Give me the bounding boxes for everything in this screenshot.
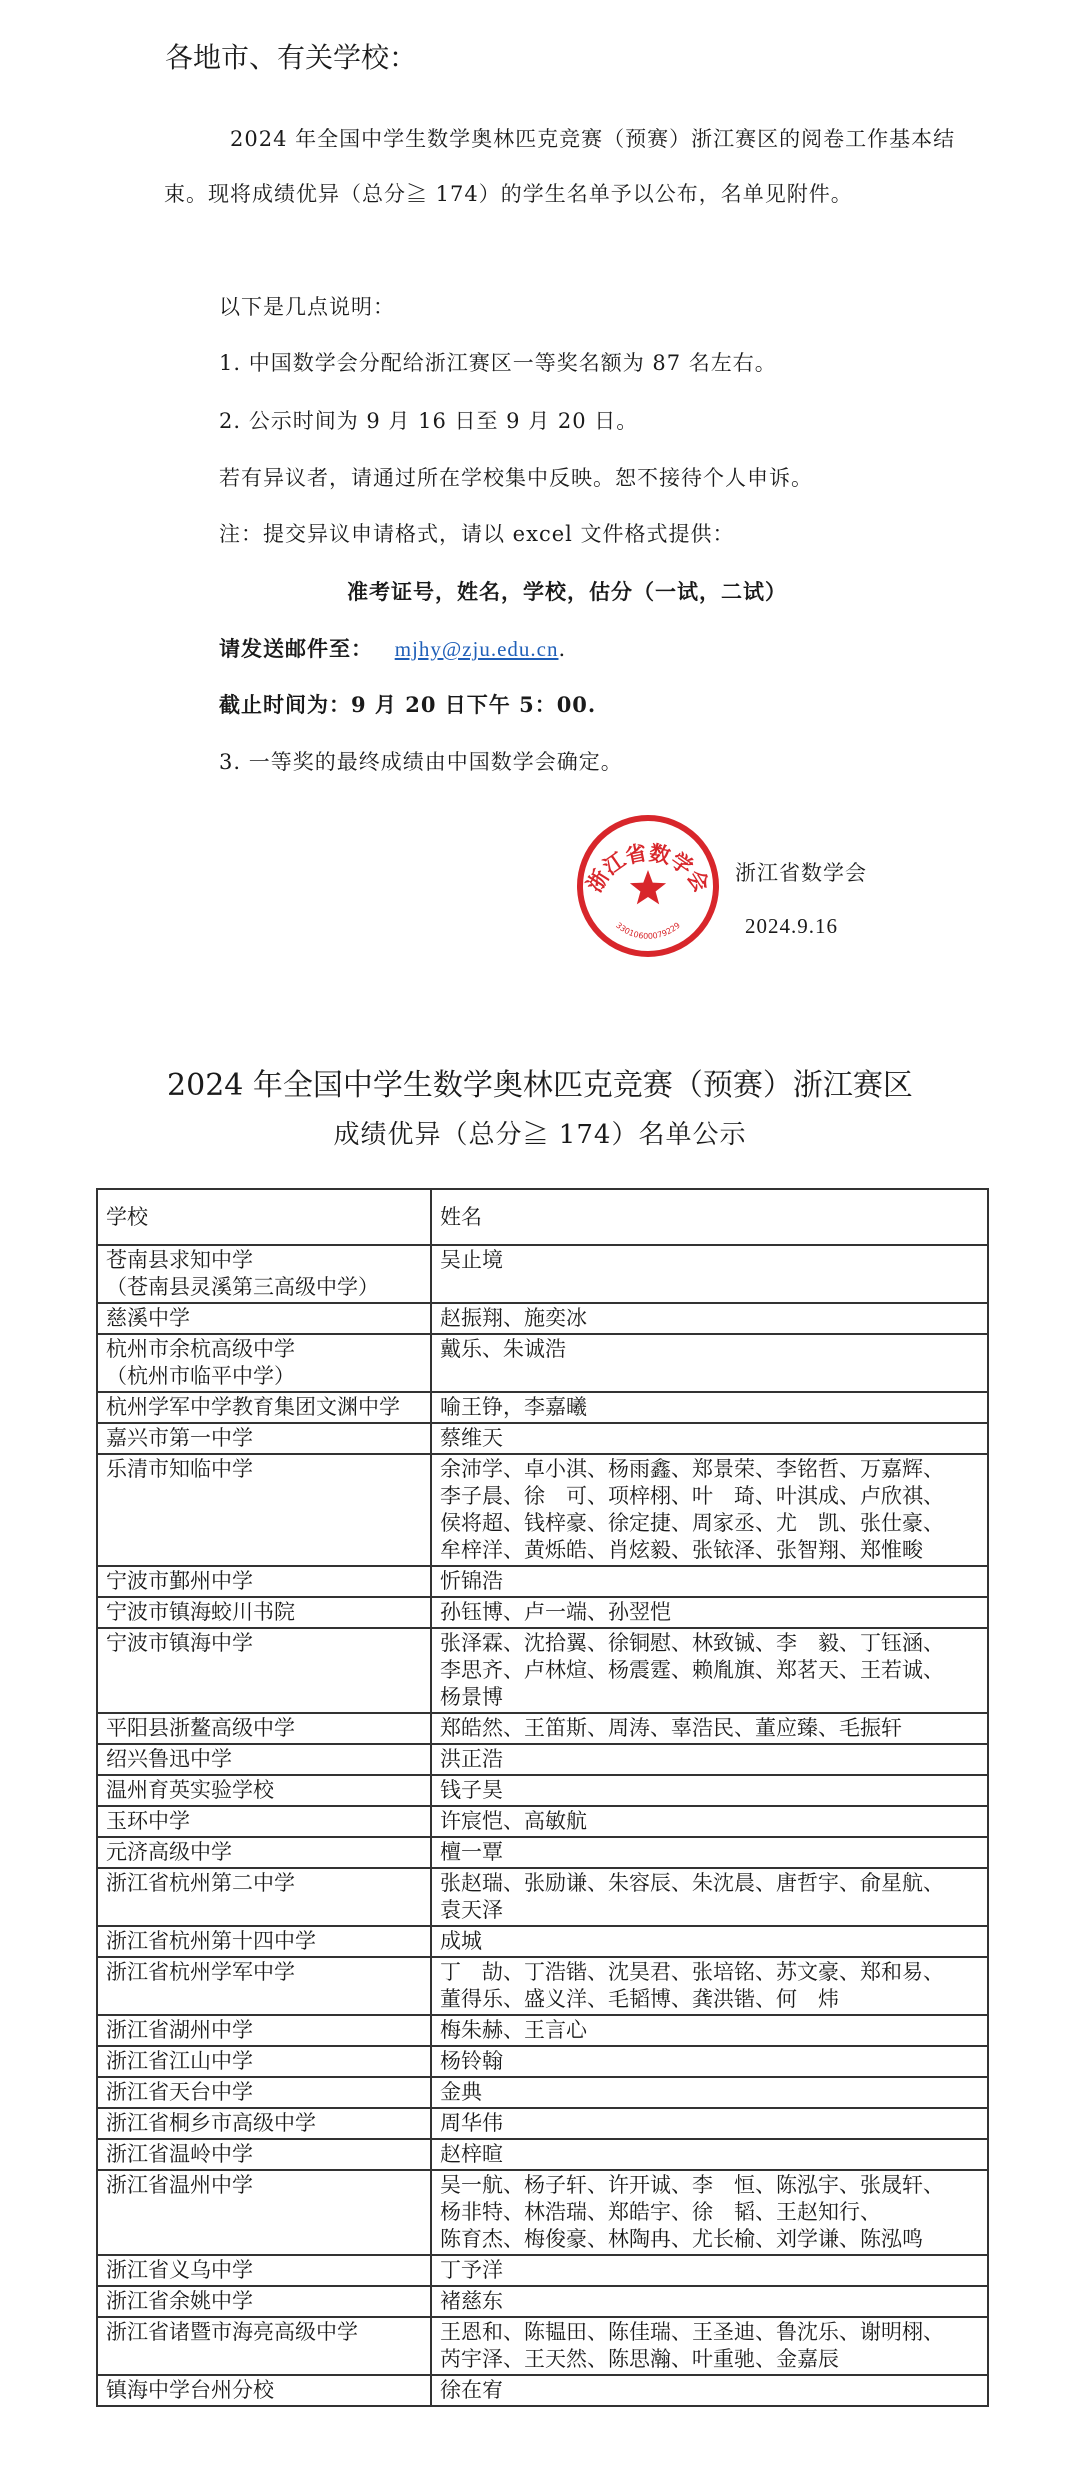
school-cell: 宁波市镇海蛟川书院 (97, 1597, 431, 1628)
school-cell: 浙江省桐乡市高级中学 (97, 2108, 431, 2139)
email-line (219, 633, 566, 663)
school-cell: 苍南县求知中学 （苍南县灵溪第三高级中学） (97, 1245, 431, 1303)
table-row (97, 1926, 988, 1957)
school-cell: 乐清市知临中学 (97, 1454, 431, 1566)
table-row (97, 2317, 988, 2375)
column-header-names: 姓名 (431, 1189, 988, 1245)
names-cell: 赵梓暄 (431, 2139, 988, 2170)
names-cell: 周华伟 (431, 2108, 988, 2139)
table-row (97, 2046, 988, 2077)
table-row (97, 1713, 988, 1744)
school-cell: 浙江省余姚中学 (97, 2286, 431, 2317)
note-2: 2. 公示时间为 9 月 16 日至 9 月 20 日。 (219, 409, 639, 433)
format-note: 注：提交异议申请格式，请以 excel 文件格式提供： (219, 522, 735, 546)
date: 2024.9.16 (745, 914, 838, 938)
results-table (96, 1188, 989, 2407)
names-cell: 钱子昊 (431, 1775, 988, 1806)
table-row (97, 1744, 988, 1775)
names-cell: 梅朱赫、王言心 (431, 2015, 988, 2046)
school-cell: 浙江省温州中学 (97, 2170, 431, 2255)
school-cell: 嘉兴市第一中学 (97, 1423, 431, 1454)
table-row (97, 2108, 988, 2139)
table-row (97, 2255, 988, 2286)
names-cell: 丁 劼、丁浩锴、沈昊君、张培铭、苏文豪、郑和易、 董得乐、盛义洋、毛韬博、龚洪锴、何 炜 (431, 1957, 988, 2015)
school-cell: 宁波市鄞州中学 (97, 1566, 431, 1597)
names-cell: 张泽霖、沈拾翼、徐铜慰、林致铖、李 毅、丁钰涵、 李思齐、卢林煊、杨震霆、赖胤旗、郑茗天、王若诚、 杨景博 (431, 1628, 988, 1713)
note-1: 1. 中国数学会分配给浙江赛区一等奖名额为 87 名左右。 (219, 351, 777, 375)
table-row (97, 1628, 988, 1713)
table-row (97, 1303, 988, 1334)
school-cell: 浙江省温岭中学 (97, 2139, 431, 2170)
notes-intro: 以下是几点说明： (219, 295, 395, 319)
school-cell: 宁波市镇海中学 (97, 1628, 431, 1713)
names-cell: 金典 (431, 2077, 988, 2108)
school-cell: 杭州市余杭高级中学 （杭州市临平中学） (97, 1334, 431, 1392)
school-cell: 浙江省天台中学 (97, 2077, 431, 2108)
paragraph-line-2: 束。现将成绩优异（总分≧ 174）的学生名单予以公布，名单见附件。 (164, 182, 853, 206)
table-row (97, 1957, 988, 2015)
school-cell: 浙江省湖州中学 (97, 2015, 431, 2046)
table-row (97, 1392, 988, 1423)
objection-note: 若有异议者，请通过所在学校集中反映。恕不接待个人申诉。 (219, 466, 813, 490)
table-row (97, 1423, 988, 1454)
names-cell: 丁予洋 (431, 2255, 988, 2286)
names-cell: 赵振翔、施奕冰 (431, 1303, 988, 1334)
salutation: 各地市、有关学校： (165, 41, 418, 74)
deadline: 截止时间为：9 月 20 日下午 5：00. (219, 692, 597, 717)
names-cell: 徐在宥 (431, 2375, 988, 2406)
names-cell: 戴乐、朱诚浩 (431, 1334, 988, 1392)
table-header-row (97, 1189, 988, 1245)
school-cell: 浙江省诸暨市海亮高级中学 (97, 2317, 431, 2375)
seal-text: 浙江省数学会 (581, 839, 715, 897)
table-row (97, 1837, 988, 1868)
email-link[interactable]: mjhy@zju.edu.cn (394, 637, 559, 661)
school-cell: 镇海中学台州分校 (97, 2375, 431, 2406)
table-row (97, 2170, 988, 2255)
table-row (97, 2077, 988, 2108)
list-title: 2024 年全国中学生数学奥林匹克竞赛（预赛）浙江赛区 (167, 1068, 913, 1103)
names-cell: 吴止境 (431, 1245, 988, 1303)
names-cell: 张赵瑞、张励谦、朱容辰、朱沈晨、唐哲宇、俞星航、 袁天泽 (431, 1868, 988, 1926)
table-row (97, 1334, 988, 1392)
school-cell: 温州育英实验学校 (97, 1775, 431, 1806)
names-cell: 王恩和、陈韫田、陈佳瑞、王圣迪、鲁沈乐、谢明栩、 芮宇泽、王天然、陈思瀚、叶重驰、金嘉辰 (431, 2317, 988, 2375)
school-cell: 浙江省杭州第二中学 (97, 1868, 431, 1926)
email-label: 请发送邮件至： (219, 636, 373, 661)
table-row (97, 2015, 988, 2046)
school-cell: 浙江省杭州第十四中学 (97, 1926, 431, 1957)
school-cell: 绍兴鲁迅中学 (97, 1744, 431, 1775)
official-seal-icon (574, 812, 722, 960)
school-cell: 浙江省杭州学军中学 (97, 1957, 431, 2015)
names-cell: 余沛学、卓小淇、杨雨鑫、郑景荣、李铭哲、万嘉辉、 李子晨、徐 可、项梓栩、叶 琦、叶淇成、卢欣祺、 侯将超、钱梓豪、徐定捷、周家丞、尤 凯、张仕豪、 牟梓洋、黄烁皓、肖炫毅、张铱泽、张智翔、郑惟畯 (431, 1454, 988, 1566)
organization-name: 浙江省数学会 (735, 861, 867, 885)
svg-text:33010600079229 (614, 921, 682, 941)
table-row (97, 2286, 988, 2317)
names-cell: 吴一航、杨子轩、许开诚、李 恒、陈泓宇、张晟轩、 杨非特、林浩瑞、郑皓宇、徐 韬、王赵知行、 陈育杰、梅俊豪、林陶冉、尤长榆、刘学谦、陈泓鸣 (431, 2170, 988, 2255)
school-cell: 浙江省义乌中学 (97, 2255, 431, 2286)
school-cell: 浙江省江山中学 (97, 2046, 431, 2077)
table-row (97, 2375, 988, 2406)
paragraph-line-1: 2024 年全国中学生数学奥林匹克竞赛（预赛）浙江赛区的阅卷工作基本结 (230, 127, 956, 151)
seal-star-icon (630, 870, 666, 904)
note-3: 3. 一等奖的最终成绩由中国数学会确定。 (219, 750, 623, 774)
names-cell: 郑皓然、王笛斯、周涛、辜浩民、董应臻、毛振轩 (431, 1713, 988, 1744)
names-cell: 洪正浩 (431, 1744, 988, 1775)
names-cell: 褚慈东 (431, 2286, 988, 2317)
list-subtitle: 成绩优异（总分≧ 174）名单公示 (333, 1120, 747, 1150)
table-row (97, 1868, 988, 1926)
names-cell: 许宸恺、高敏航 (431, 1806, 988, 1837)
table-row (97, 2139, 988, 2170)
table-row (97, 1566, 988, 1597)
school-cell: 玉环中学 (97, 1806, 431, 1837)
email-tail: . (558, 637, 567, 661)
names-cell: 檀一覃 (431, 1837, 988, 1868)
school-cell: 元济高级中学 (97, 1837, 431, 1868)
names-cell: 喻王铮，李嘉曦 (431, 1392, 988, 1423)
column-header-school: 学校 (97, 1189, 431, 1245)
table-row (97, 1775, 988, 1806)
table-row (97, 1245, 988, 1303)
seal-code: 33010600079229 (614, 920, 682, 941)
names-cell: 忻锦浩 (431, 1566, 988, 1597)
table-row (97, 1597, 988, 1628)
format-fields: 准考证号，姓名，学校，估分（一试，二试） (347, 579, 787, 604)
table-row (97, 1454, 988, 1566)
names-cell: 成城 (431, 1926, 988, 1957)
table-row (97, 1806, 988, 1837)
names-cell: 蔡维天 (431, 1423, 988, 1454)
names-cell: 杨铃翰 (431, 2046, 988, 2077)
school-cell: 平阳县浙鳌高级中学 (97, 1713, 431, 1744)
school-cell: 慈溪中学 (97, 1303, 431, 1334)
names-cell: 孙钰博、卢一端、孙翌恺 (431, 1597, 988, 1628)
school-cell: 杭州学军中学教育集团文渊中学 (97, 1392, 431, 1423)
